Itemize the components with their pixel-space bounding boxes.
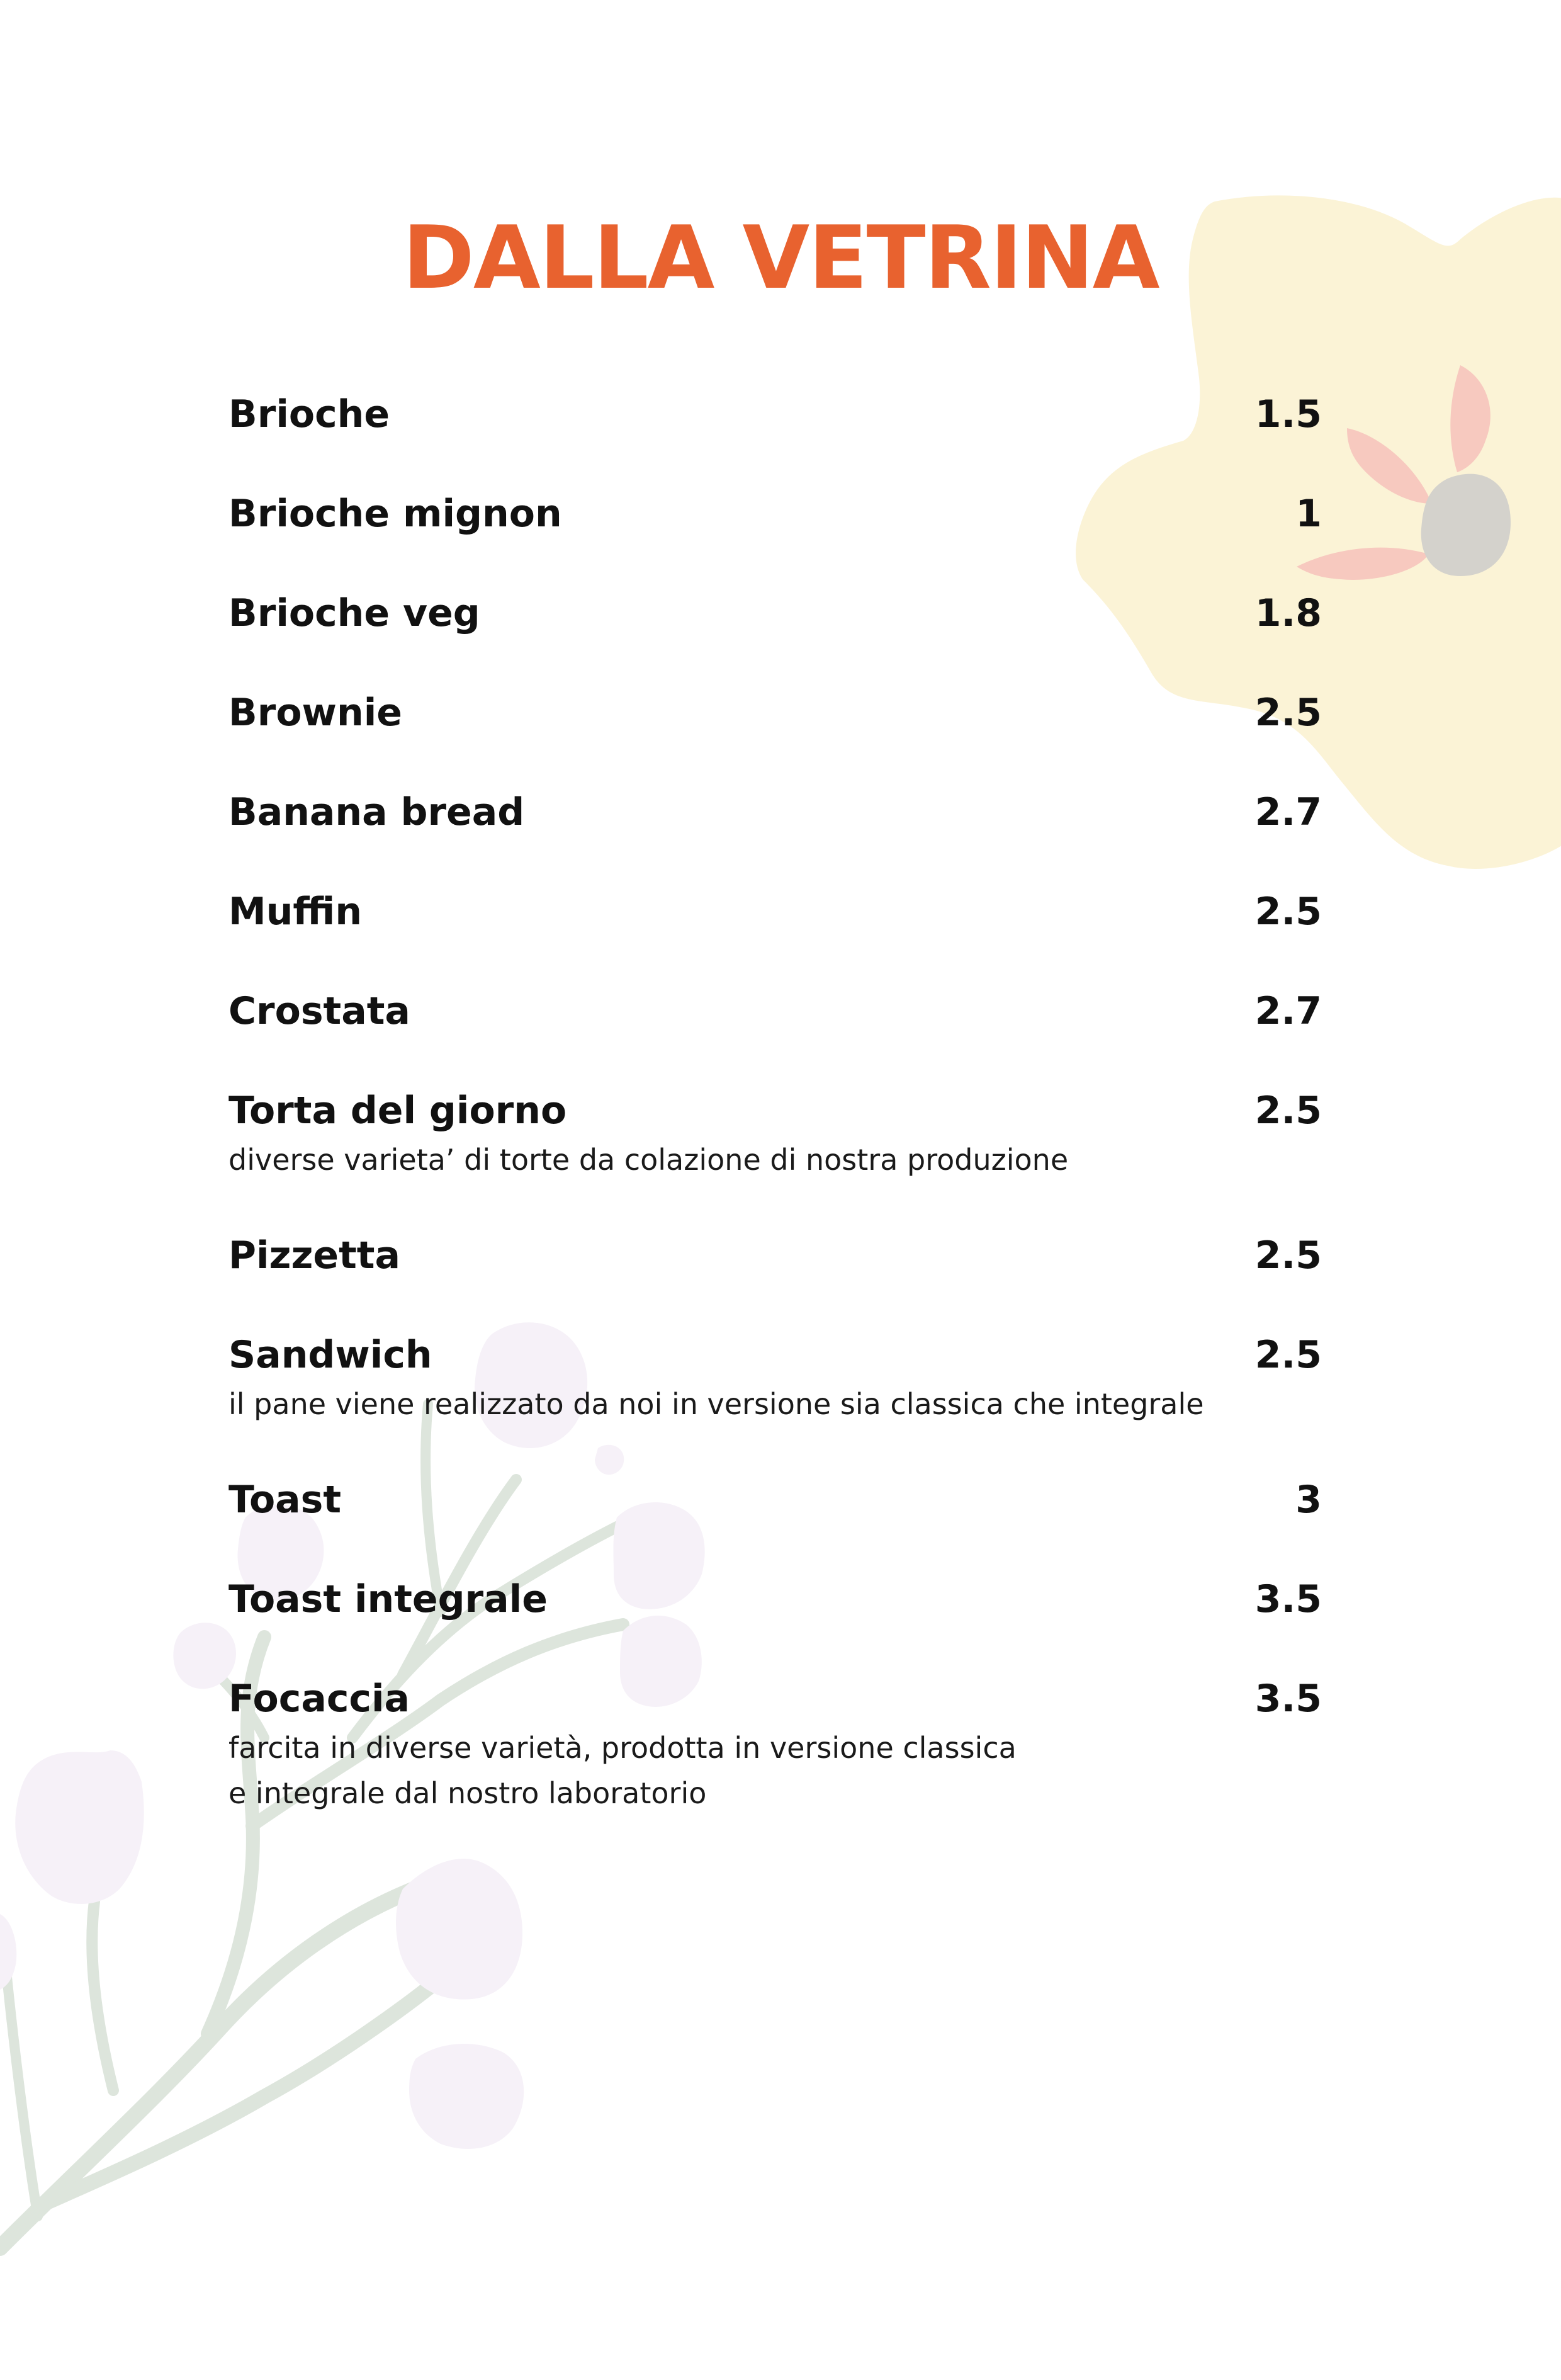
menu-item-description: il pane viene realizzato da noi in versione sia classica che integrale [228,1387,1204,1421]
menu-item-name: Focaccia [228,1677,410,1721]
menu-item-name: Brioche mignon [228,492,562,536]
menu-item-price: 1.5 [1254,392,1322,436]
menu-item-price: 2.5 [1254,890,1322,934]
menu-item-price: 2.5 [1254,1233,1322,1278]
menu-item-name: Pizzetta [228,1233,400,1278]
menu-item-name: Muffin [228,890,363,934]
menu-item-name: Toast [228,1478,342,1522]
menu-item-price: 2.5 [1254,691,1322,735]
menu-item-price: 3 [1295,1478,1322,1522]
menu-item-name: Brioche [228,392,390,436]
menu-item-description: diverse varieta’ di torte da colazione di nostra produzione [228,1143,1069,1177]
menu-item-price: 2.7 [1254,989,1322,1033]
page-title: DALLA VETRINA [402,207,1159,309]
menu-item-name: Crostata [228,989,410,1033]
menu-item-price: 1 [1295,492,1322,536]
menu-item-description-line-2: e integrale dal nostro laboratorio [228,1776,707,1810]
menu-item-name: Torta del giorno [228,1089,567,1133]
menu-item-name: Sandwich [228,1333,432,1377]
menu-item-name: Toast integrale [228,1577,548,1621]
menu-item-price: 2.5 [1254,1089,1322,1133]
menu-item-price: 2.5 [1254,1333,1322,1377]
menu-item-price: 1.8 [1254,591,1322,635]
menu-item-description: farcita in diverse varietà, prodotta in versione classica [228,1731,1017,1765]
menu-item-price: 3.5 [1254,1577,1322,1621]
menu-item-name: Brownie [228,691,402,735]
menu-item-name: Banana bread [228,790,525,834]
menu-item-price: 2.7 [1254,790,1322,834]
menu-item-name: Brioche veg [228,591,480,635]
menu-item-price: 3.5 [1254,1677,1322,1721]
